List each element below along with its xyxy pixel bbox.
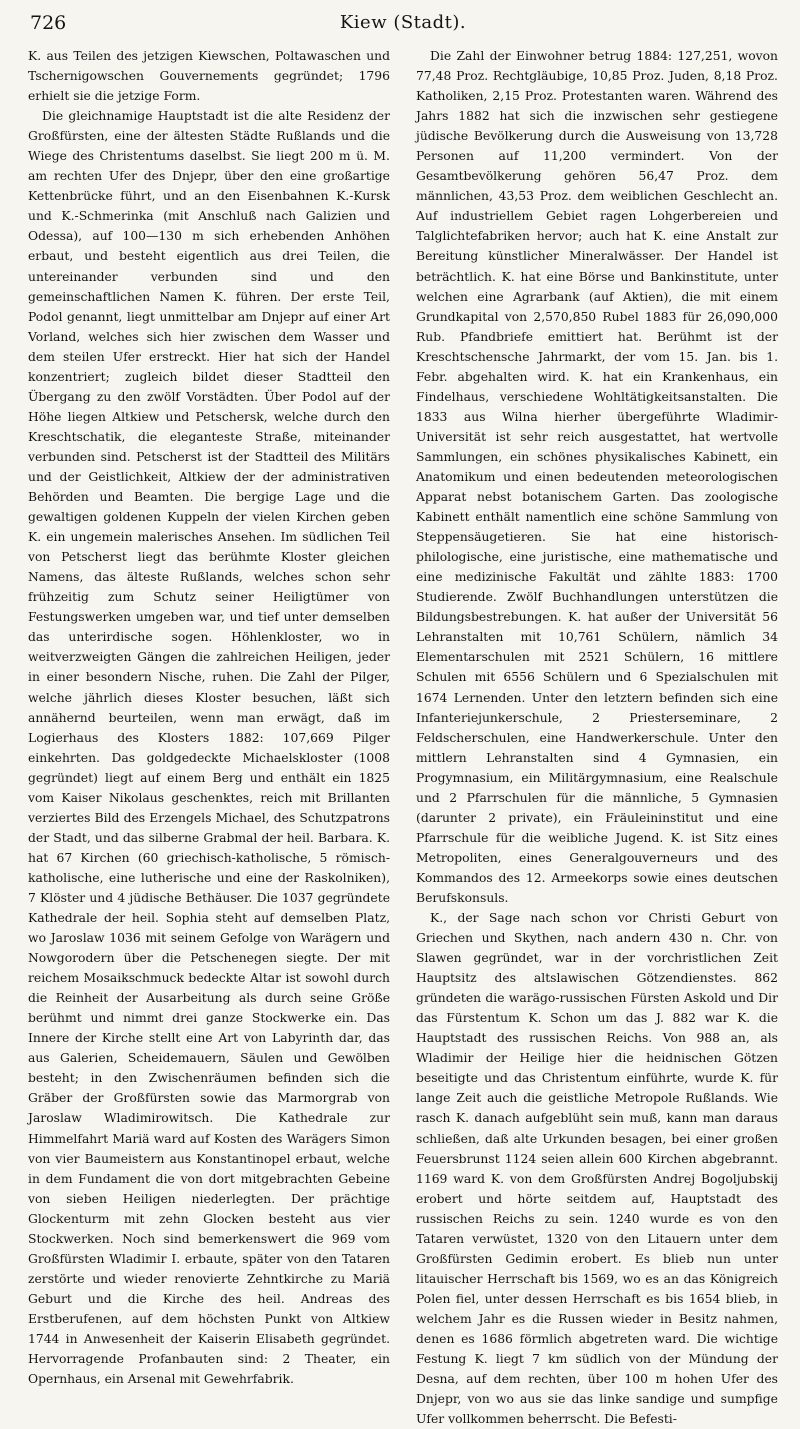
left-column	[28, 46, 390, 1429]
page-number: 726	[30, 12, 67, 34]
paragraph: K., der Sage nach schon vor Christi Geburt von Griechen und Skythen, nach andern 430 n. Chr. von Slawen gegründet, war in der vorchristlichen Zeit Hauptsitz des altslawischen Götzendienstes. 862 gründeten die warägo-russischen Fürsten Askold und Dir das Fürstentum K. Schon um das J. 882 war K. die Hauptstadt des russischen Reichs. Von 988 an, als Wladimir der Heilige hier die heidnischen Götzen beseitigte und das Christentum einführte, wurde K. für lange Zeit auch die geistliche Metropole Rußlands. Wie rasch K. danach aufgeblüht sein muß, kann man daraus schließen, daß alte Urkunden besagen, bei einer großen Feuersbrunst 1124 seien allein 600 Kirchen abgebrannt. 1169 ward K. von dem Großfürsten Andrej Bogoljubskij erobert und hörte seitdem auf, Hauptstadt des russischen Reichs zu sein. 1240 wurde es von den Tataren verwüstet, 1320 von den Litauern unter dem Großfürsten Gedimin erobert. Es blieb nun unter litauischer Herrschaft bis 1569, wo es an das Königreich Polen fiel, unter dessen Herrschaft es bis 1654 blieb, in welchem Jahr es die Russen wieder in Besitz nahmen, denen es 1686 förmlich abgetreten ward. Die wichtige Festung K. liegt 7 km südlich von der Mündung der Desna, auf dem rechten, über 100 m hohen Ufer des Dnjepr, von wo aus sie das linke sandige und sumpfige Ufer vollkommen beherrscht. Die Befesti-	[416, 911, 778, 1427]
text-columns	[28, 46, 778, 1429]
right-column	[416, 46, 778, 1429]
running-head: Kiew (Stadt).	[339, 12, 467, 33]
paragraph: Die Zahl der Einwohner betrug 1884: 127,251, wovon 77,48 Proz. Rechtgläubige, 10,85 Proz. Juden, 8,18 Proz. Katholiken, 2,15 Proz. Protestanten waren. Während des Jahrs 1882 hat sich die inzwischen sehr gestiegene jüdische Bevölkerung durch die Ausweisung von 13,728 Personen auf 11,200 vermindert. Von der Gesamtbevölkerung gehören 56,47 Proz. dem männlichen, 43,53 Proz. dem weiblichen Geschlecht an. Auf industriellem Gebiet ragen Lohgerbereien und Talglichtefabriken hervor; auch hat K. eine Anstalt zur Bereitung künstlicher Mineralwässer. Der Handel ist beträchtlich. K. hat eine Börse und Bankinstitute, unter welchen eine Agrarbank (auf Aktien), die mit einem Grundkapital von 2,570,850 Rubel 1883 für 26,090,000 Rub. Pfandbriefe emittiert hat. Berühmt ist der Kreschtschensche Jahrmarkt, der vom 15. Jan. bis 1. Febr. abgehalten wird. K. hat ein Krankenhaus, ein Findelhaus, verschiedene Wohltätigkeitsanstalten. Die 1833 aus Wilna hierher übergeführte Wladimir-Universität ist sehr reich ausgestattet, hat wertvolle Sammlungen, ein schönes physikalisches Kabinett, ein Anatomikum und einen bedeutenden meteorologischen Apparat nebst botanischem Garten. Das zoologische Kabinett enthält namentlich eine schöne Sammlung von Steppensäugetieren. Sie hat eine historisch-philologische, eine juristische, eine mathematische und eine medizinische Fakultät und zählte 1883: 1700 Studierende. Zwölf Buchhandlungen unterstützen die Bildungsbestrebungen. K. hat außer der Universität 56 Lehranstalten mit 10,761 Schülern, nämlich 34 Elementarschulen mit 2521 Schülern, 16 mittlere Schulen mit 6556 Schülern und 6 Spezialschulen mit 1674 Lernenden. Unter den letztern befinden sich eine Infanteriejunkerschule, 2 Priesterseminare, 2 Feldscherschulen, eine Handwerkerschule. Unter den mittlern Lehranstalten sind 4 Gymnasien, ein Progymnasium, ein Militärgymnasium, eine Realschule und 2 Pfarrschulen für die männliche, 5 Gymnasien (darunter 2 private), ein Fräuleininstitut und eine Pfarrschule für die weibliche Jugend. K. ist Sitz eines Metropoliten, eines Generalgouverneurs und des Kommandos des 12. Armeekorps sowie eines deutschen Berufskonsuls.	[416, 49, 778, 905]
paragraph: Die gleichnamige Hauptstadt ist die alte Residenz der Großfürsten, eine der ältesten Städte Rußlands und die Wiege des Christentums daselbst. Sie liegt 200 m ü. M. am rechten Ufer des Dnjepr, über den eine großartige Kettenbrücke führt, und an den Eisenbahnen K.-Kursk und K.-Schmerinka (mit Anschluß nach Galizien und Odessa), auf 100—130 m sich erhebenden Anhöhen erbaut, und besteht eigentlich aus drei Teilen, die untereinander verbunden sind und den gemeinschaftlichen Namen K. führen. Der erste Teil, Podol genannt, liegt unmittelbar am Dnjepr auf einer Art Vorland, welches sich hier zwischen dem Wasser und dem steilen Ufer erstreckt. Hier hat sich der Handel konzentriert; zugleich bildet dieser Stadtteil den Übergang zu den zwölf Vorstädten. Über Podol auf der Höhe liegen Altkiew und Petschersk, welche durch den Kreschtschatik, die eleganteste Straße, miteinander verbunden sind. Petscherst ist der Stadtteil des Militärs und der Geistlichkeit, Altkiew der der administrativen Behörden und Beamten. Die bergige Lage und die gewaltigen goldenen Kuppeln der vielen Kirchen geben K. ein ungemein malerisches Ansehen. Im südlichen Teil von Petscherst liegt das berühmte Kloster gleichen Namens, das älteste Rußlands, welches schon sehr frühzeitig zum Schutz seiner Heiligtümer von Festungswerken umgeben war, und tief unter demselben das unterirdische sogen. Höhlenkloster, wo in weitverzweigten Gängen die zahlreichen Heiligen, jeder in einer besondern Nische, ruhen. Die Zahl der Pilger, welche jährlich dieses Kloster besuchen, läßt sich annähernd beurteilen, wenn man erwägt, daß im Logierhaus des Klosters 1882: 107,669 Pilger einkehrten. Das goldgedeckte Michaelskloster (1008 gegründet) liegt auf einem Berg und enthält ein 1825 vom Kaiser Nikolaus geschenktes, reich mit Brillanten verziertes Bild des Erzengels Michael, des Schutzpatrons der Stadt, und das silberne Grabmal der heil. Barbara. K. hat 67 Kirchen (60 griechisch-katholische, 5 römisch-katholische, eine lutherische und eine der Raskolniken), 7 Klöster und 4 jüdische Bethäuser. Die 1037 gegründete Kathedrale der heil. Sophia steht auf demselben Platz, wo Jaroslaw 1036 mit seinem Gefolge von Warägern und Nowgorodern über die Petschenegen siegte. Der mit reichem Mosaikschmuck bedeckte Altar ist sowohl durch die Reinheit der Ausarbeitung als durch seine Größe berühmt und nimmt drei ganze Stockwerke ein. Das Innere der Kirche stellt eine Art von Labyrinth dar, das aus Galerien, Scheidemauern, Säulen und Gewölben besteht; in den Zwischenräumen befinden sich die Gräber der Großfürsten sowie das Marmorgrab von Jaroslaw Wladimirowitsch. Die Kathedrale zur Himmelfahrt Mariä ward auf Kosten des Warägers Simon von vier Baumeistern aus Konstantinopel erbaut, welche in dem Fundament die von dort mitgebrachten Gebeine von sieben Heiligen niederlegten. Der prächtige Glockenturm mit zehn Glocken besteht aus vier Stockwerken. Noch sind bemerkenswert die 969 vom Großfürsten Wladimir I. erbaute, später von den Tataren zerstörte und wieder renovierte Zehntkirche zu Mariä Geburt und die Kirche des heil. Andreas des Erstberufenen, auf dem höchsten Punkt von Altkiew 1744 in Anwesenheit der Kaiserin Elisabeth gegründet. Hervorragende Profanbauten sind: 2 Theater, ein Opernhaus, ein Arsenal mit Gewehrfabrik.	[28, 109, 390, 1387]
paragraph: K. aus Teilen des jetzigen Kiewschen, Poltawaschen und Tschernigowschen Gouvernements gegründet; 1796 erhielt sie die jetzige Form.	[28, 49, 390, 104]
page-header	[28, 0, 778, 46]
